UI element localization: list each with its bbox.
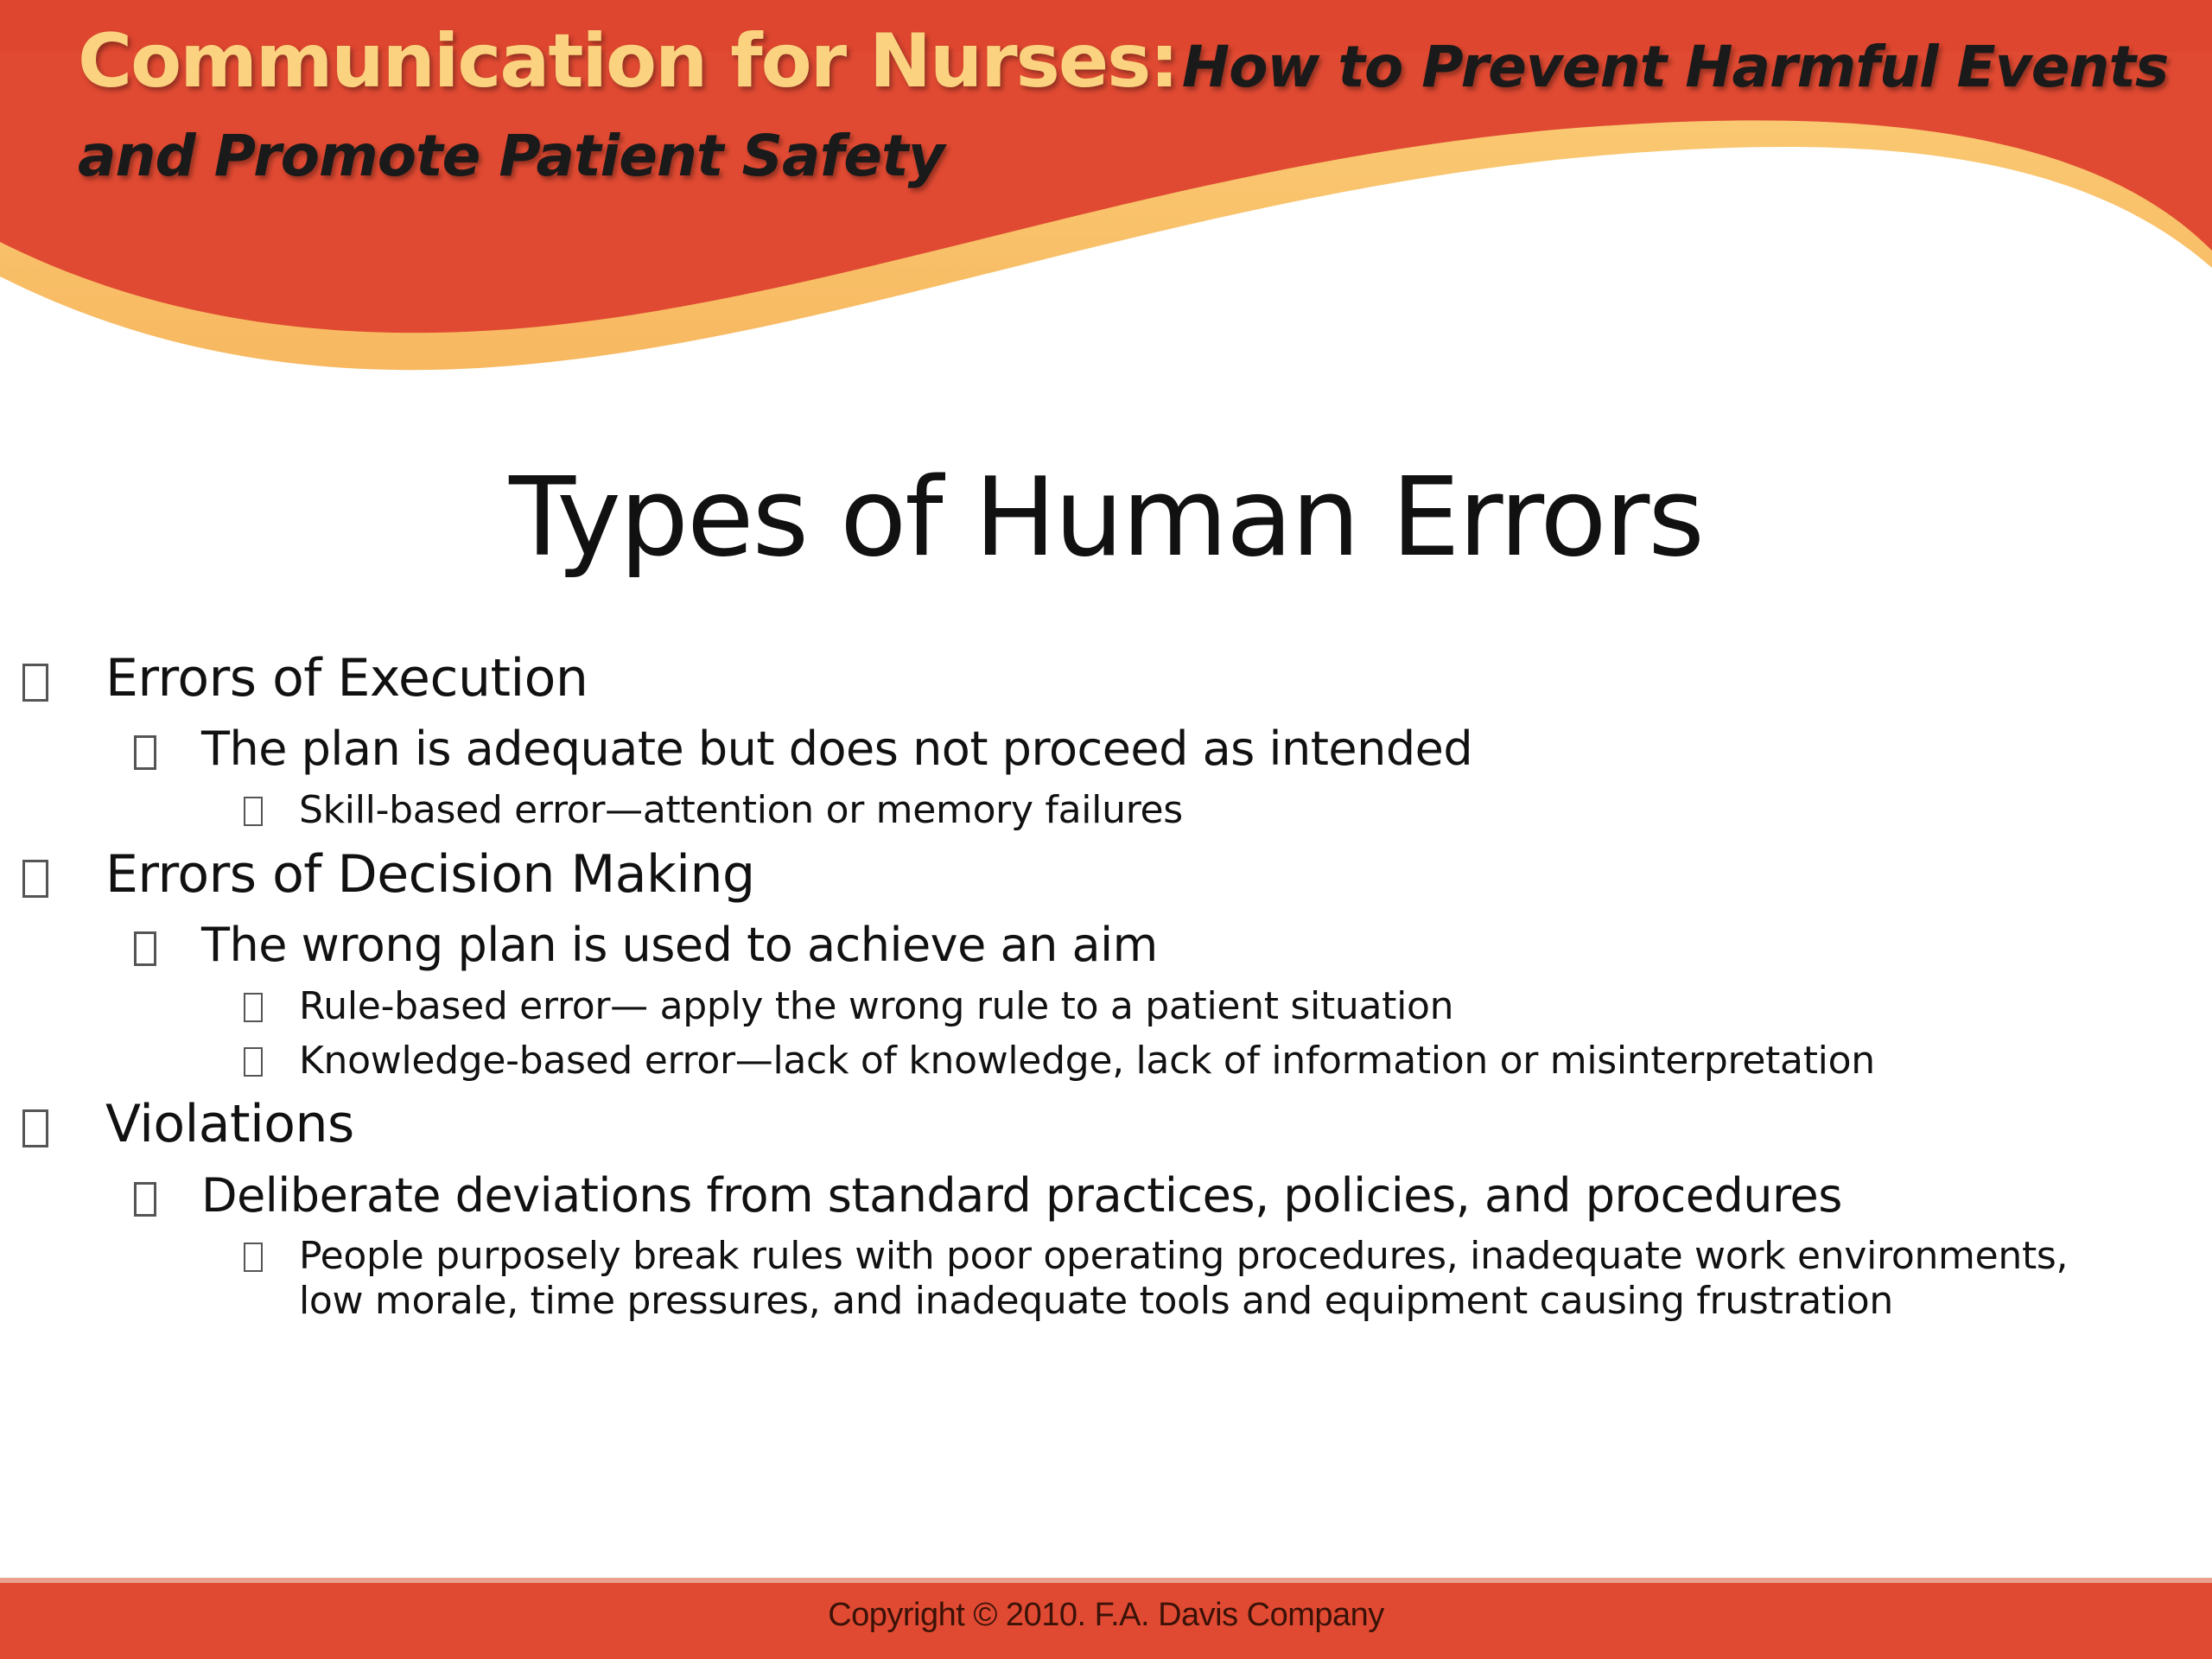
- bullet-box-icon: [134, 735, 156, 770]
- bullet-box-icon: [244, 1047, 263, 1077]
- bullet-box-icon: [244, 1243, 263, 1272]
- bullet-box-icon: [22, 664, 48, 702]
- bullet-text: Errors of Execution: [105, 648, 588, 709]
- header-subtitle-part1: How to Prevent Harmful Events: [1181, 34, 2169, 100]
- bullet-text: The plan is adequate but does not proceed as intended: [201, 721, 1473, 776]
- bullet-text: Knowledge-based error—lack of knowledge, lack of information or misinterpretation: [299, 1039, 1875, 1083]
- bullet-box-icon: [22, 1109, 48, 1147]
- bullet-text: People purposely break rules with poor operating procedures, inadequate work environments,: [299, 1234, 2069, 1278]
- bullet-text: Skill-based error—attention or memory failures: [299, 788, 1183, 832]
- bullet-text: Violations: [105, 1094, 354, 1154]
- header-subtitle-part2: and Promote Patient Safety: [78, 123, 944, 189]
- bullet-level2: [201, 721, 1472, 776]
- header-title-line1: [78, 18, 2169, 105]
- bullet-text: The wrong plan is used to achieve an aim: [201, 918, 1158, 972]
- bullet-text: Rule-based error— apply the wrong rule to a patient situation: [299, 984, 1454, 1028]
- bullet-level2: [201, 918, 1158, 972]
- footer-copyright: Copyright © 2010. F.A. Davis Company: [828, 1597, 1384, 1633]
- bullet-level3: [299, 788, 1183, 833]
- bullet-box-icon: [134, 1182, 156, 1217]
- bullet-level2: [201, 1168, 1842, 1223]
- bullet-level3: [299, 1234, 2068, 1324]
- bullet-box-icon: [244, 993, 263, 1022]
- footer-divider: [0, 1578, 2212, 1583]
- bullet-level1: [105, 1094, 354, 1154]
- bullet-text-continuation: low morale, time pressures, and inadequate tools and equipment causing frustration: [299, 1279, 1893, 1323]
- slide-title: Types of Human Errors: [509, 454, 1703, 581]
- bullet-level3: [299, 984, 1453, 1029]
- header-title: [78, 18, 2169, 189]
- bullet-level1: [105, 648, 588, 709]
- bullet-text: Deliberate deviations from standard practices, policies, and procedures: [201, 1168, 1842, 1223]
- footer-bar: [0, 1578, 2212, 1659]
- bullet-box-icon: [22, 860, 48, 898]
- bullet-text: Errors of Decision Making: [105, 844, 755, 905]
- bullet-level3: [299, 1039, 1875, 1084]
- bullet-box-icon: [134, 931, 156, 966]
- bullet-box-icon: [244, 797, 263, 826]
- header-title-main: Communication for Nurses:: [78, 18, 1178, 105]
- bullet-level1: [105, 844, 755, 905]
